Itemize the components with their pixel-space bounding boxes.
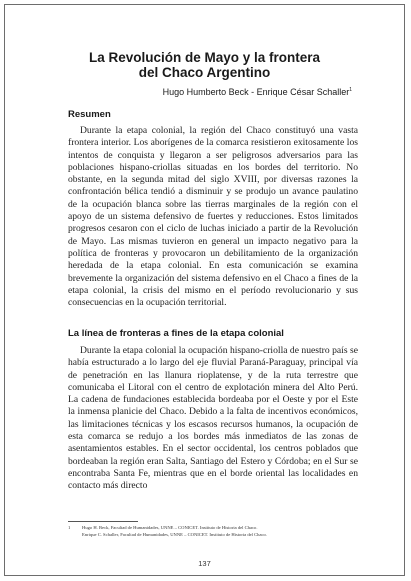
- title-line-2: del Chaco Argentino: [138, 65, 271, 80]
- authors-line: [163, 87, 352, 97]
- footnote-text-2: Enrique C. Schaller, Facultad de Humanidades, UNNE – CONICET. Instituto de Historia del Chaco.: [82, 532, 267, 537]
- resumen-paragraph: Durante la etapa colonial, la región del Chaco constituyó una vasta frontera interior. Los aborígenes de la comarca resistieron exitosamente los intentos de conquista y llegaron a ser peligrosos adversarios para las poblaciones hispano-criollas situadas en los bordes del territorio. No obstante, en la segunda mitad del siglo XVIII, por diversas razones la confrontación bélica tendió a disminuir y se produjo un avance paulatino de la ocupación blanca sobre las tierras marginales de la región con el apoyo de un sistema defensivo de fuertes y reducciones. Estos limitados progresos cesaron con el ciclo de luchas iniciado a partir de la Revolución de Mayo. Las mismas tuvieron en general un impacto negativo para la política de fronteras y provocaron un debilitamiento de la organización heredada de la etapa colonial. En esta comunicación se examina brevemente la organización del sistema defensivo en el Chaco a fines de la etapa colonial, la crisis del mismo en el período revolucionario y sus consecuencias en la ocupación territorial.: [68, 125, 358, 309]
- section-paragraph: Durante la etapa colonial la ocupación hispano-criolla de nuestro país se había estructurado a lo largo del eje fluvial Paraná-Paraguay, principal vía de penetración en las llanura rioplatense, y de la ruta terrestre que comunicaba el Litoral con el centro de explotación minera del Alto Perú. La cadena de fundaciones establecida bordeaba por el Oeste y por el Este la inmensa planicie del Chaco. Debido a la falta de incentivos económicos, las limitaciones técnicas y los escasos recursos humanos, la ocupación de esta comarca se redujo a los bordes más inmediatos de las zonas de asentamientos estables. En el sector occidental, los centros poblados que bordeaban la región eran Salta, Santiago del Estero y Córdoba; en el Sur se encontraba Santa Fe, mientras que en el borde oriental las localidades en contacto más directo: [68, 345, 358, 492]
- authors-footnote-mark: 1: [349, 87, 352, 93]
- footnotes: [68, 524, 368, 538]
- footnote-mark: 1: [68, 525, 71, 530]
- footnote-line-2: [68, 531, 368, 538]
- footnote-text-1: Hugo H. Beck, Facultad de Humanidades, UNNE – CONICET. Instituto de Historia del Chaco.: [82, 525, 258, 530]
- resumen-heading: Resumen: [68, 109, 111, 120]
- footnote-line-1: [68, 524, 368, 531]
- section-heading: La línea de fronteras a fines de la etapa colonial: [68, 328, 284, 339]
- article-title: [5, 50, 404, 80]
- authors-names: Hugo Humberto Beck - Enrique César Schaller: [162, 87, 350, 97]
- title-line-1: La Revolución de Mayo y la frontera: [88, 50, 321, 65]
- footnote-divider: [68, 521, 138, 522]
- page-number: 137: [198, 559, 211, 568]
- document-page: [4, 4, 405, 576]
